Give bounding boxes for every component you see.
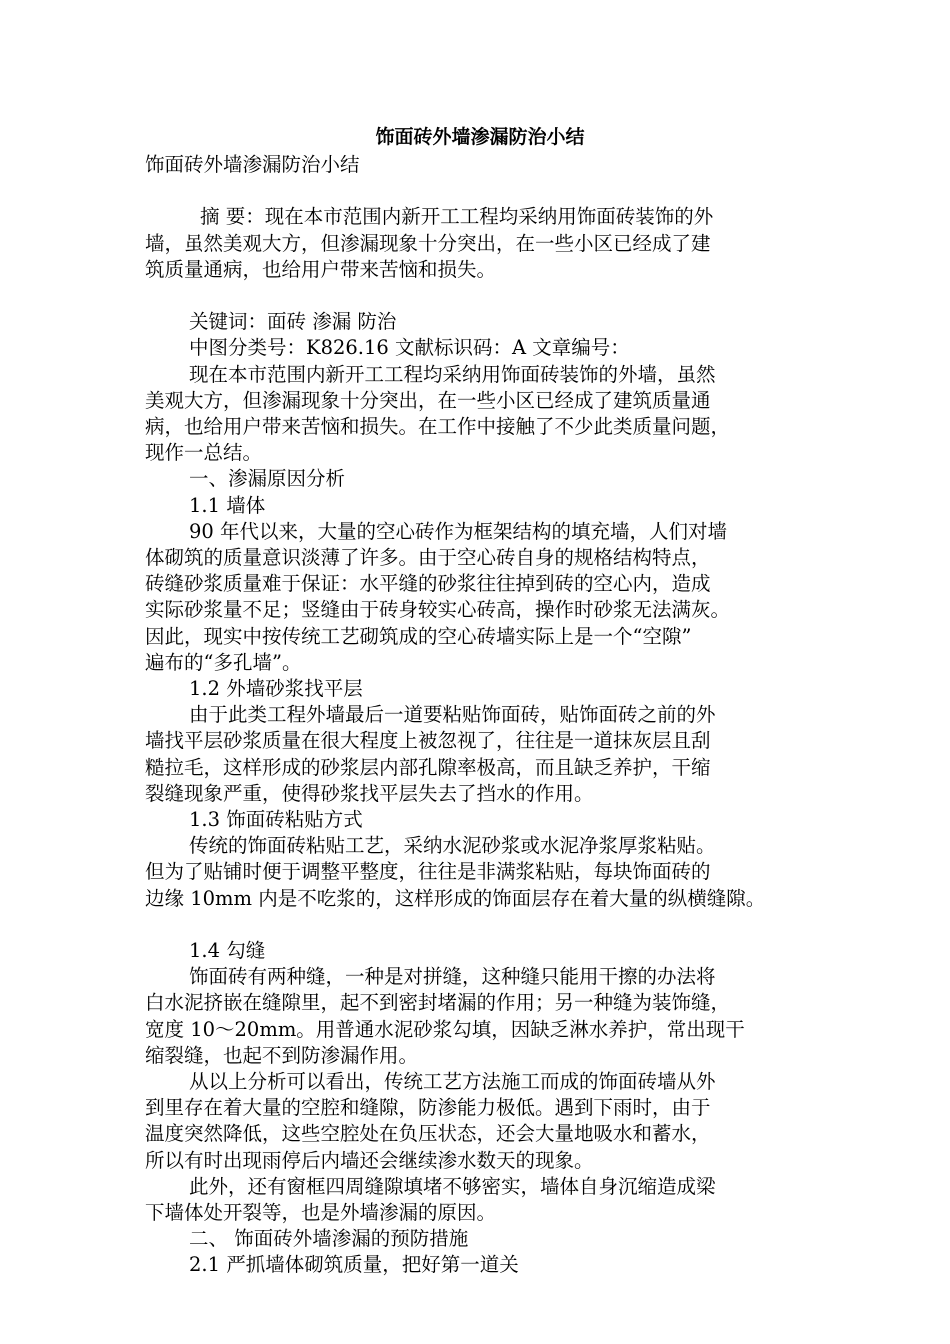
classification: 中图分类号：K826.16 文献标识码：A 文章编号： — [189, 336, 630, 360]
keywords: 关键词：面砖 渗漏 防治 — [189, 310, 397, 334]
subsection-heading: 2.1 严抓墙体砌筑质量，把好第一道关 — [189, 1253, 519, 1277]
body-line: 宽度 10～20mm。用普通水泥砂浆勾填，因缺乏淋水养护，常出现干 — [145, 1017, 745, 1041]
body-line: 所以有时出现雨停后内墙还会继续渗水数天的现象。 — [145, 1148, 594, 1172]
body-line: 实际砂浆量不足；竖缝由于砖身较实心砖高，操作时砂浆无法满灰。 — [145, 598, 731, 622]
body-line: 90 年代以来，大量的空心砖作为框架结构的填充墙，人们对墙 — [189, 519, 728, 543]
section-heading: 二、 饰面砖外墙渗漏的预防措施 — [189, 1227, 469, 1251]
subsection-heading: 1.3 饰面砖粘贴方式 — [189, 808, 363, 832]
body-line: 饰面砖有两种缝，一种是对拼缝，这种缝只能用干擦的办法将 — [189, 965, 716, 989]
intro-line: 现在本市范围内新开工工程均采纳用饰面砖装饰的外墙，虽然 — [189, 362, 716, 386]
body-line: 边缘 10mm 内是不吃浆的，这样形成的饰面层存在着大量的纵横缝隙。 — [145, 886, 766, 910]
body-line: 温度突然降低，这些空腔处在负压状态，还会大量地吸水和蓄水， — [145, 1122, 711, 1146]
body-line: 但为了贴铺时便于调整平整度，往往是非满浆粘贴，每块饰面砖的 — [145, 860, 711, 884]
spacer — [145, 912, 815, 938]
body-line: 砖缝砂浆质量难于保证：水平缝的砂浆往往掉到砖的空心内，造成 — [145, 572, 711, 596]
body-line: 裂缝现象严重，使得砂浆找平层失去了挡水的作用。 — [145, 781, 594, 805]
subsection-heading: 1.1 墙体 — [189, 493, 266, 517]
subsection-heading: 1.4 勾缝 — [189, 939, 266, 963]
spacer — [145, 178, 815, 204]
abstract-line: 摘 要：现在本市范围内新开工工程均采纳用饰面砖装饰的外 — [200, 205, 714, 229]
subsection-heading: 1.2 外墙砂浆找平层 — [189, 677, 363, 701]
body-line: 糙拉毛，这样形成的砂浆层内部孔隙率极高，而且缺乏养护，干缩 — [145, 755, 711, 779]
document-subtitle: 饰面砖外墙渗漏防治小结 — [145, 153, 360, 176]
section-heading: 一、渗漏原因分析 — [189, 467, 346, 491]
intro-line: 现作一总结。 — [145, 441, 263, 465]
abstract-line: 筑质量通病，也给用户带来苦恼和损失。 — [145, 257, 497, 281]
intro-line: 美观大方，但渗漏现象十分突出，在一些小区已经成了建筑质量通 — [145, 388, 711, 412]
document-title: 饰面砖外墙渗漏防治小结 — [375, 126, 585, 148]
body-line: 到里存在着大量的空腔和缝隙，防渗能力极低。遇到下雨时，由于 — [145, 1096, 711, 1120]
document-page — [145, 122, 815, 1279]
body-line: 传统的饰面砖粘贴工艺，采纳水泥砂浆或水泥净浆厚浆粘贴。 — [189, 834, 716, 858]
body-line: 白水泥挤嵌在缝隙里，起不到密封堵漏的作用；另一种缝为装饰缝， — [145, 991, 731, 1015]
body-line: 此外，还有窗框四周缝隙填堵不够密实，墙体自身沉缩造成梁 — [189, 1174, 716, 1198]
spacer — [145, 283, 815, 309]
body-line: 墙找平层砂浆质量在很大程度上被忽视了，往往是一道抹灰层且刮 — [145, 729, 711, 753]
intro-line: 病，也给用户带来苦恼和损失。在工作中接触了不少此类质量问题， — [145, 415, 731, 438]
abstract-line: 墙，虽然美观大方，但渗漏现象十分突出，在一些小区已经成了建 — [145, 231, 711, 255]
body-line: 缩裂缝，也起不到防渗漏作用。 — [145, 1043, 419, 1067]
body-line: 下墙体处开裂等，也是外墙渗漏的原因。 — [145, 1201, 497, 1225]
body-line: 因此，现实中按传统工艺砌筑成的空心砖墙实际上是一个“空隙” — [145, 624, 692, 648]
body-line: 由于此类工程外墙最后一道要粘贴饰面砖，贴饰面砖之前的外 — [189, 703, 716, 727]
body-line: 从以上分析可以看出，传统工艺方法施工而成的饰面砖墙从外 — [189, 1070, 716, 1094]
body-line: 遍布的“多孔墙”。 — [145, 650, 302, 674]
body-line: 体砌筑的质量意识淡薄了许多。由于空心砖自身的规格结构特点， — [145, 546, 711, 570]
